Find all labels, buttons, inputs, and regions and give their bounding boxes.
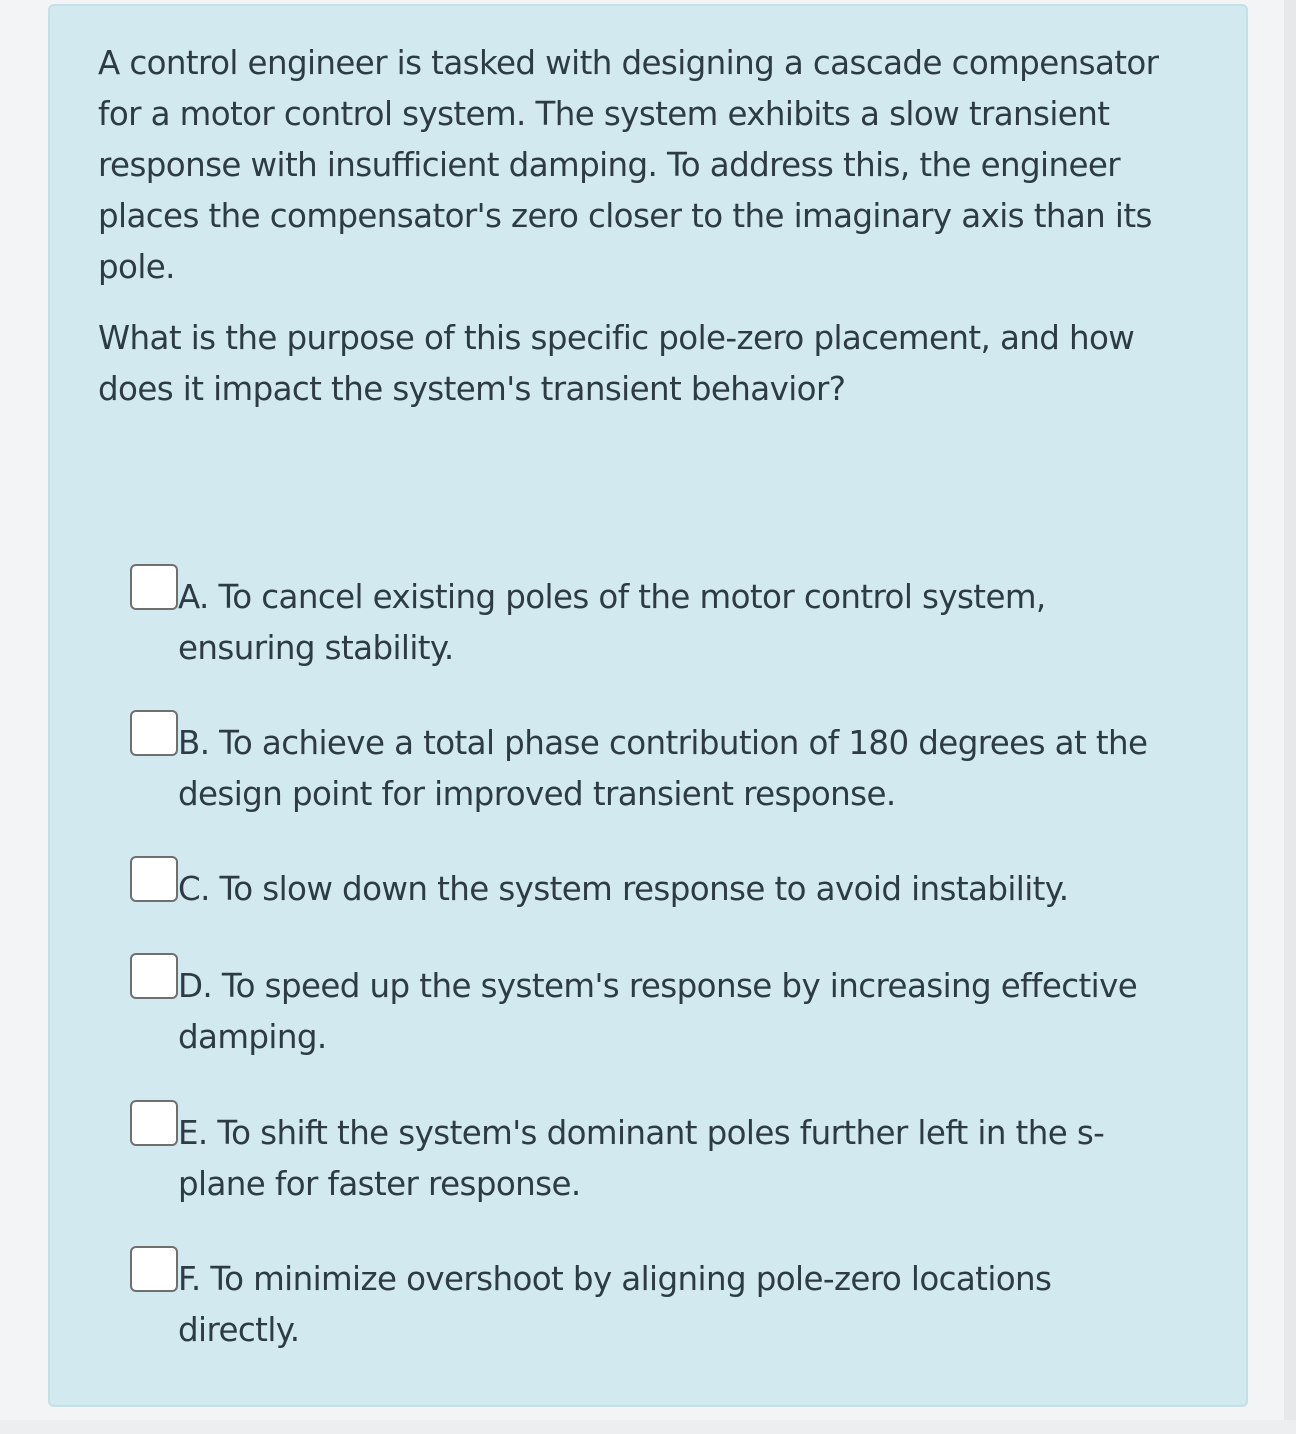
checkbox-a[interactable] (130, 564, 178, 610)
question-prompt: What is the purpose of this specific pole-zero placement, and how does it impact the system's transient behavior? (98, 319, 1135, 408)
question-card (48, 4, 1248, 1407)
answer-option-a[interactable] (130, 560, 1150, 674)
bottom-divider (0, 1420, 1296, 1434)
checkbox-f[interactable] (130, 1246, 178, 1292)
answer-option-b[interactable] (130, 706, 1150, 820)
checkbox-e[interactable] (130, 1100, 178, 1146)
answer-option-d[interactable] (130, 949, 1150, 1063)
checkbox-c[interactable] (130, 856, 178, 902)
checkbox-d[interactable] (130, 953, 178, 999)
answer-option-f-label[interactable]: F. To minimize overshoot by aligning pole-zero locations directly. (178, 1260, 1052, 1349)
checkbox-b[interactable] (130, 710, 178, 756)
answer-option-b-label[interactable]: B. To achieve a total phase contribution of 180 degrees at the design point for improved transient response. (178, 724, 1148, 813)
answer-option-a-label[interactable]: A. To cancel existing poles of the motor control system, ensuring stability. (178, 578, 1046, 667)
vertical-scrollbar[interactable] (1284, 0, 1296, 1434)
answer-option-c-label[interactable]: C. To slow down the system response to avoid instability. (178, 870, 1069, 908)
question-context: A control engineer is tasked with designing a cascade compensator for a motor control system. The system exhibits a slow transient response with insufficient damping. To address this, the engineer places the compensator's zero closer to the imaginary axis than its pole. (98, 44, 1159, 286)
answer-option-c[interactable] (130, 852, 1150, 915)
answer-option-f[interactable] (130, 1242, 1150, 1356)
answer-option-e-label[interactable]: E. To shift the system's dominant poles further left in the s-plane for faster response. (178, 1114, 1105, 1203)
answer-option-d-label[interactable]: D. To speed up the system's response by increasing effective damping. (178, 967, 1138, 1056)
answer-option-e[interactable] (130, 1096, 1150, 1210)
